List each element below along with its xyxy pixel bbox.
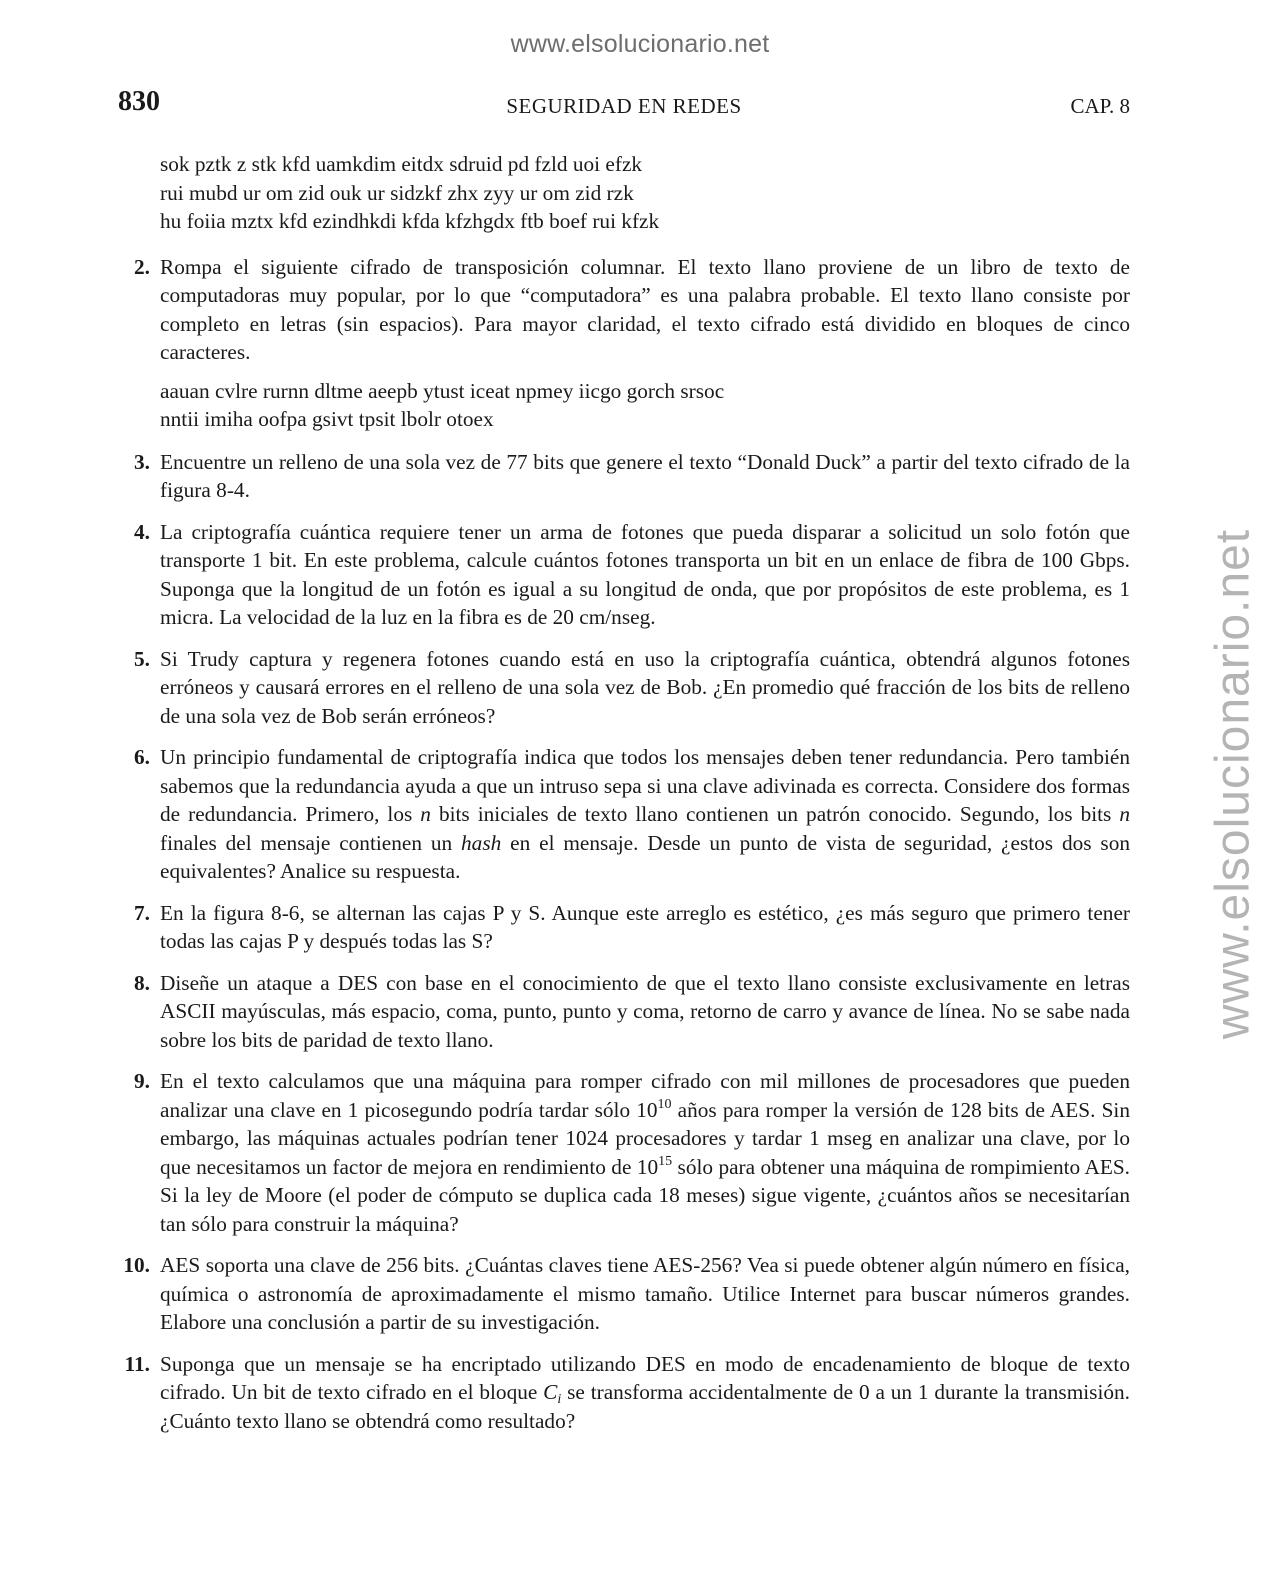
- problem-3: [118, 448, 1130, 505]
- page-number: 830: [118, 86, 160, 117]
- text-run: Un principio fundamental de criptografía indica que todos los mensajes deben tener redundancia. Pero también sabemos que la redundancia ayuda a que un intruso sepa si una clave adivinada es correcta. Considere dos formas de redundancia. Primero, los: [160, 745, 1130, 826]
- text-run: se transforma accidentalmente de 0 a un 1 durante la transmisión. ¿Cuánto texto llano se obtendrá como resultado?: [160, 1380, 1130, 1433]
- problem-4: [118, 518, 1130, 632]
- problem-10: [118, 1251, 1130, 1337]
- problem-number: 7.: [134, 900, 150, 925]
- italic-term: hash: [461, 830, 502, 855]
- page-content: [118, 150, 1130, 1448]
- problem-number: 10.: [123, 1253, 150, 1277]
- exponent: 10: [657, 1096, 672, 1112]
- problem-6: [118, 743, 1130, 886]
- ciphertext-block: [160, 377, 1130, 434]
- problem-number: 3.: [134, 449, 150, 474]
- problem-text: Encuentre un relleno de una sola vez de 77 bits que genere el texto “Donald Duck” a partir del texto cifrado de la figura 8-4.: [160, 449, 1130, 502]
- text-run: Suponga que un mensaje se ha encriptado utilizando DES en modo de encadenamiento de bloque de texto cifrado. Un bit de texto cifrado en el bloque: [160, 1351, 1130, 1404]
- problem-number: 9.: [134, 1069, 150, 1093]
- problem-2: [118, 253, 1130, 434]
- problem-7: [118, 899, 1130, 956]
- problem-number: 2.: [134, 254, 150, 279]
- variable: C: [543, 1380, 558, 1404]
- problem-5: [118, 645, 1130, 731]
- watermark-side: www.elsolucionario.net: [1206, 528, 1260, 1040]
- ciphertext-line: hu foiia mztx kfd ezindhkdi kfda kfzhgdx ftb boef rui kfzk: [160, 209, 660, 233]
- problem-text: [160, 1350, 1130, 1436]
- problem-8: [118, 969, 1130, 1055]
- problem-text: En la figura 8-6, se alternan las cajas P y S. Aunque este arreglo es estético, ¿es más seguro que primero tener todas las cajas P y después todas las S?: [160, 900, 1130, 953]
- text-run: años para romper la versión de 128 bits de AES. Sin embargo, las máquinas actuales podrían tener 1024 procesadores y tardar 1 mseg en analizar una clave, por lo que necesitamos un factor de mejora en rendimiento de 10: [160, 1097, 1130, 1179]
- page-header: [118, 86, 1130, 126]
- italic-term: n: [420, 802, 431, 826]
- text-run: bits iniciales de texto llano contienen un patrón conocido. Segundo, los bits: [430, 802, 1120, 826]
- ciphertext-line: rui mubd ur om zid ouk ur sidzkf zhx zyy ur om zid rzk: [160, 180, 634, 205]
- problem-number: 5.: [134, 646, 150, 671]
- problem-11: [118, 1350, 1130, 1436]
- problem-number: 6.: [134, 745, 150, 769]
- problem-number: 4.: [134, 519, 150, 544]
- ciphertext-line: aauan cvlre rurnn dltme aeepb ytust iceat npmey iicgo gorch srsoc: [160, 378, 725, 403]
- problem-text: La criptografía cuántica requiere tener un arma de fotones que pueda disparar a solicitud un solo fotón que transporte 1 bit. En este problema, calcule cuántos fotones transporta un bit en un enlace de fibra de 100 Gbps. Suponga que la longitud de un fotón es igual a su longitud de onda, que por propósitos de este problema, es 1 micra. La velocidad de la luz en la fibra es de 20 cm/nseg.: [160, 519, 1130, 629]
- ciphertext-continuation: [160, 150, 1130, 236]
- watermark-top: www.elsolucionario.net: [510, 30, 770, 58]
- chapter-title: SEGURIDAD EN REDES: [506, 94, 742, 118]
- problem-9: [118, 1067, 1130, 1238]
- problem-text: [160, 1067, 1130, 1238]
- problem-number: 8.: [134, 970, 150, 995]
- problem-text: [160, 743, 1130, 886]
- variable-index: i: [557, 1392, 562, 1407]
- problem-text: AES soporta una clave de 256 bits. ¿Cuántas claves tiene AES-256? Vea si puede obtener algún número en física, química o astronomía de aproximadamente el mismo tamaño. Utilice Internet para buscar números grandes. Elabore una conclusión a partir de su investigación.: [160, 1253, 1130, 1334]
- text-run: finales del mensaje contienen un: [160, 830, 462, 855]
- problem-text: Si Trudy captura y regenera fotones cuando está en uso la criptografía cuántica, obtendrá algunos fotones erróneos y causará errores en el relleno de una sola vez de Bob. ¿En promedio qué fracción de los bits de relleno de una sola vez de Bob serán erróneos?: [160, 646, 1130, 728]
- text-run: En el texto calculamos que una máquina para romper cifrado con mil millones de procesadores que pueden analizar una clave en 1 picosegundo podría tardar sólo 10: [160, 1069, 1130, 1122]
- text-run: en el mensaje. Desde un punto de vista de seguridad, ¿estos dos son equivalentes? Analice su respuesta.: [160, 830, 1131, 883]
- problem-number: 11.: [124, 1351, 150, 1376]
- chapter-reference: CAP. 8: [1070, 94, 1130, 118]
- exponent: 15: [658, 1153, 673, 1169]
- italic-term: n: [1119, 802, 1130, 826]
- problem-text: Diseñe un ataque a DES con base en el conocimiento de que el texto llano consiste exclusivamente en letras ASCII mayúsculas, más espacio, coma, punto, punto y coma, retorno de carro y avance de línea. No se sabe nada sobre los bits de paridad de texto llano.: [160, 970, 1130, 1052]
- ciphertext-line: sok pztk z stk kfd uamkdim eitdx sdruid pd fzld uoi efzk: [160, 152, 643, 176]
- text-run: sólo para obtener una máquina de rompimiento AES. Si la ley de Moore (el poder de cómputo se duplica cada 18 meses) sigue vigente, ¿cuántos años se necesitarían tan sólo para construir la máquina?: [160, 1154, 1131, 1236]
- ciphertext-line: nntii imiha oofpa gsivt tpsit lbolr otoex: [160, 407, 494, 431]
- problem-text: Rompa el siguiente cifrado de transposición columnar. El texto llano proviene de un libro de texto de computadoras muy popular, por lo que “computadora” es una palabra probable. El texto llano consiste por completo en letras (sin espacios). Para mayor claridad, el texto cifrado está dividido en bloques de cinco caracteres.: [160, 254, 1130, 364]
